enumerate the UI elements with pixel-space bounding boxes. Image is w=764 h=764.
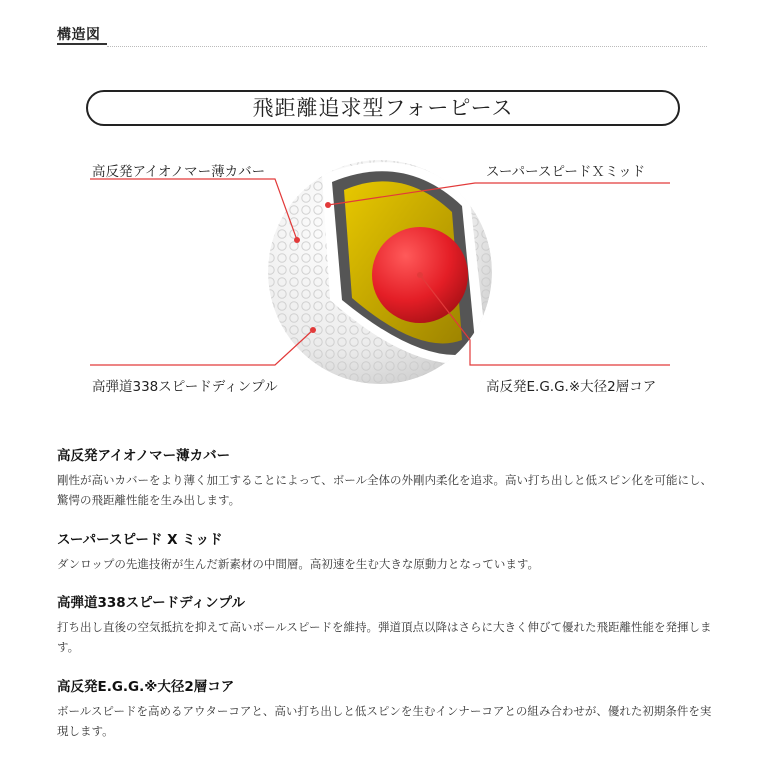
feature-dimple [57, 591, 717, 657]
feature-body: 剛性が高いカバーをより薄く加工することによって、ボール全体の外剛内柔化を追求。高い打ち出しと低スピン化を可能にし、 驚愕の飛距離性能を生み出します。 [57, 473, 713, 507]
label-dimple: 高弾道338スピードディンプル [92, 379, 278, 395]
feature-cover [57, 444, 717, 510]
feature-core [57, 675, 717, 741]
feature-mid [57, 528, 717, 574]
title-divider [107, 46, 707, 47]
feature-title: 高反発E.G.G.※大径2層コア [57, 679, 235, 695]
banner-title: 飛距離追求型フォーピース [86, 90, 680, 126]
label-cover: 高反発アイオノマー薄カバー [92, 164, 266, 180]
section-title: 構造図 [57, 27, 101, 43]
structure-diagram [0, 140, 764, 410]
feature-title: 高弾道338スピードディンプル [57, 595, 246, 611]
label-core: 高反発E.G.G.※大径2層コア [486, 379, 657, 395]
feature-body: 打ち出し直後の空気抵抗を抑えて高いボールスピードを維持。弾道頂点以降はさらに大きく伸びて優れた飛距離性能を発揮しま す。 [57, 620, 712, 654]
label-mid: スーパースピードＸミッド [486, 164, 646, 180]
feature-title: 高反発アイオノマー薄カバー [57, 448, 231, 464]
title-underline [57, 43, 107, 45]
feature-body: ボールスピードを高めるアウターコアと、高い打ち出しと低スピンを生むインナーコアとの組み合わせが、優れた初期条件を実 現します。 [57, 704, 712, 738]
feature-title: スーパースピード X ミッド [57, 532, 223, 548]
feature-body: ダンロップの先進技術が生んだ新素材の中間層。高初速を生む大きな原動力となっています。 [57, 557, 539, 571]
golf-ball-illustration [0, 140, 764, 410]
